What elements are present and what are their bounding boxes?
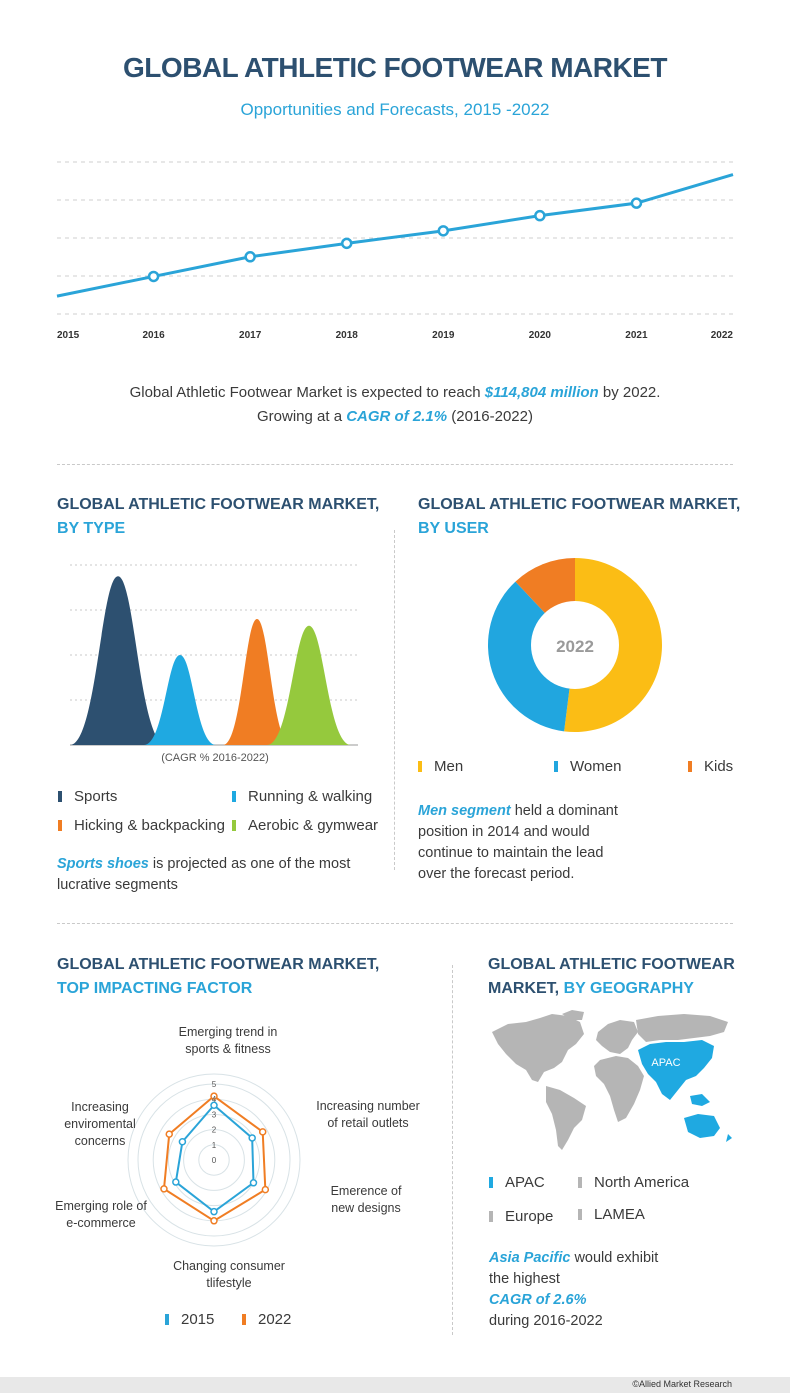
radar-axis-label: Emerging role of: [55, 1199, 147, 1213]
note-highlight: Asia Pacific: [489, 1250, 571, 1266]
by-user-note: [418, 801, 623, 885]
peak-2: [223, 619, 291, 745]
page-title: GLOBAL ATHLETIC FOOTWEAR MARKET: [123, 52, 667, 83]
radar-tick-label: 4: [211, 1095, 217, 1105]
legend-sports: [58, 788, 117, 805]
x-tick-label: 2021: [625, 330, 648, 341]
map-apac-label: APAC: [651, 1057, 681, 1069]
x-tick-label: 2018: [335, 330, 358, 341]
legend-swatch: [58, 791, 62, 802]
chart-caption: (CAGR % 2016-2022): [161, 752, 269, 764]
russia-region: [636, 1014, 728, 1042]
impact-radar-chart: [0, 1010, 450, 1310]
legend-2015: [165, 1311, 214, 1328]
title-line: GLOBAL ATHLETIC FOOTWEAR MARKET,: [418, 496, 741, 513]
legend-swatch: [242, 1314, 246, 1325]
data-point: [535, 211, 544, 220]
radar-point: [262, 1187, 268, 1193]
title-line: GLOBAL ATHLETIC FOOTWEAR MARKET,: [57, 956, 380, 973]
radar-point: [249, 1135, 255, 1141]
type-peaks-chart: [60, 550, 370, 770]
legend-swatch: [58, 820, 62, 831]
data-point: [246, 252, 255, 261]
legend-swatch: [232, 820, 236, 831]
user-donut-chart: [480, 555, 670, 745]
section-divider: [57, 464, 733, 465]
radar-point: [173, 1179, 179, 1185]
title-line: BY GEOGRAPHY: [563, 980, 694, 997]
legend-swatch: [418, 761, 422, 772]
legend-swatch: [688, 761, 692, 772]
south-america-region: [546, 1086, 586, 1150]
donut-center-label: 2022: [556, 637, 594, 656]
column-divider: [394, 530, 395, 870]
summary-text: by 2022.: [598, 384, 661, 401]
x-tick-label: 2016: [142, 330, 165, 341]
data-point: [439, 226, 448, 235]
legend-label: Kids: [704, 758, 734, 775]
footer-credit: ©Allied Market Research: [632, 1379, 732, 1389]
x-tick-label: 2017: [239, 330, 262, 341]
radar-tick-label: 5: [211, 1080, 217, 1089]
footer-bar: [0, 1377, 790, 1393]
note-highlight: Sports shoes: [57, 856, 149, 872]
market-growth-line-chart: [0, 150, 790, 350]
legend-label: 2015: [181, 1311, 215, 1328]
column-divider: [452, 965, 453, 1335]
x-tick-label: 2022: [710, 330, 733, 341]
peak-0: [70, 576, 166, 745]
radar-axis-label: Emerging trend in: [178, 1025, 278, 1039]
impacting-title: [57, 953, 379, 1001]
legend-swatch: [578, 1209, 582, 1220]
radar-point: [211, 1209, 217, 1215]
note-text: held a dominant position in 2014 and would continue to maintain the lead over the forecast period.: [418, 803, 618, 882]
note-text: is projected as one of the most lucrative segments: [57, 856, 351, 893]
legend-aerobic: [232, 817, 378, 834]
title-line: BY USER: [418, 520, 489, 537]
legend-europe: [489, 1208, 553, 1225]
apac-region: [638, 1040, 732, 1142]
radar-tick-label: 1: [211, 1140, 217, 1150]
radar-tick-label: 3: [211, 1110, 217, 1120]
data-point: [342, 239, 351, 248]
by-user-title: [418, 493, 740, 541]
legend-swatch: [232, 791, 236, 802]
world-map: [488, 1010, 738, 1155]
note-highlight: Men segment: [418, 803, 511, 819]
radar-tick-label: 2: [211, 1125, 217, 1135]
legend-swatch: [578, 1177, 582, 1188]
legend-lamea: [578, 1206, 645, 1223]
legend-label: Aerobic & gymwear: [248, 817, 379, 834]
section-divider: [57, 923, 733, 924]
geography-title: [488, 953, 735, 1001]
summary-text: Global Athletic Footwear Market is expected to reach: [129, 384, 485, 401]
x-tick-label: 2020: [528, 330, 551, 341]
data-point: [149, 272, 158, 281]
legend-north-america: [578, 1174, 689, 1191]
radar-axis-label: Increasing: [71, 1100, 129, 1114]
radar-axis-label: Changing consumer: [173, 1259, 285, 1273]
legend-label: Europe: [505, 1208, 554, 1225]
title-line: BY TYPE: [57, 520, 126, 537]
x-tick-label: 2019: [432, 330, 455, 341]
radar-axis-label: enviromental: [64, 1117, 136, 1131]
title-line: MARKET,: [488, 980, 564, 997]
legend-label: 2022: [258, 1311, 292, 1328]
page-subtitle: Opportunities and Forecasts, 2015 -2022: [240, 100, 550, 119]
legend-kids: [688, 758, 733, 775]
title-line: TOP IMPACTING FACTOR: [57, 980, 253, 997]
summary-text: Growing at a: [257, 408, 347, 425]
legend-label: Men: [434, 758, 464, 775]
radar-point: [250, 1180, 256, 1186]
legend-label: Sports: [74, 788, 118, 805]
radar-axis-label: e-commerce: [66, 1216, 136, 1230]
legend-label: North America: [594, 1174, 690, 1191]
summary-line-2: [0, 408, 790, 425]
note-highlight: CAGR of 2.6%: [489, 1292, 587, 1308]
data-point: [632, 199, 641, 208]
geography-note: [489, 1248, 669, 1332]
radar-axis-label: concerns: [74, 1134, 126, 1148]
title-line: GLOBAL ATHLETIC FOOTWEAR MARKET,: [57, 496, 380, 513]
radar-point: [260, 1129, 266, 1135]
by-type-title: [57, 493, 379, 541]
radar-axis-label: Increasing number: [316, 1099, 420, 1113]
market-value: $114,804 million: [484, 384, 599, 401]
by-type-note: [57, 854, 377, 896]
radar-point: [166, 1131, 172, 1137]
radar-axis-label: new designs: [331, 1201, 401, 1215]
legend-2022: [242, 1311, 291, 1328]
legend-hicking: [58, 817, 225, 834]
legend-swatch: [489, 1211, 493, 1222]
legend-apac: [489, 1174, 545, 1191]
x-tick-label: 2015: [57, 330, 80, 341]
summary-line-1: [0, 384, 790, 401]
radar-axis-label: sports & fitness: [185, 1042, 271, 1056]
note-text: during 2016-2022: [489, 1313, 603, 1329]
north-america-region: [492, 1010, 584, 1082]
radar-axis-label: Emerence of: [330, 1184, 402, 1198]
radar-axis-label: tlifestyle: [206, 1276, 252, 1290]
legend-label: Hicking & backpacking: [74, 817, 225, 834]
radar-point: [161, 1186, 167, 1192]
radar-point: [179, 1139, 185, 1145]
legend-swatch: [165, 1314, 169, 1325]
africa-region: [594, 1056, 644, 1122]
legend-running: [232, 788, 372, 805]
radar-point: [211, 1218, 217, 1224]
radar-tick-label: 0: [211, 1156, 217, 1165]
legend-label: LAMEA: [594, 1206, 645, 1223]
summary-text: (2016-2022): [447, 408, 533, 425]
legend-swatch: [489, 1177, 493, 1188]
note-text: would exhibit the highest: [489, 1250, 659, 1287]
radar-axis-label: of retail outlets: [327, 1116, 409, 1130]
legend-label: Running & walking: [248, 788, 373, 805]
legend-women: [554, 758, 621, 775]
title-line: GLOBAL ATHLETIC FOOTWEAR: [488, 956, 735, 973]
legend-label: Women: [570, 758, 622, 775]
legend-men: [418, 758, 463, 775]
cagr-value: CAGR of 2.1%: [346, 408, 448, 425]
legend-swatch: [554, 761, 558, 772]
legend-label: APAC: [505, 1174, 545, 1191]
europe-region: [596, 1020, 638, 1054]
